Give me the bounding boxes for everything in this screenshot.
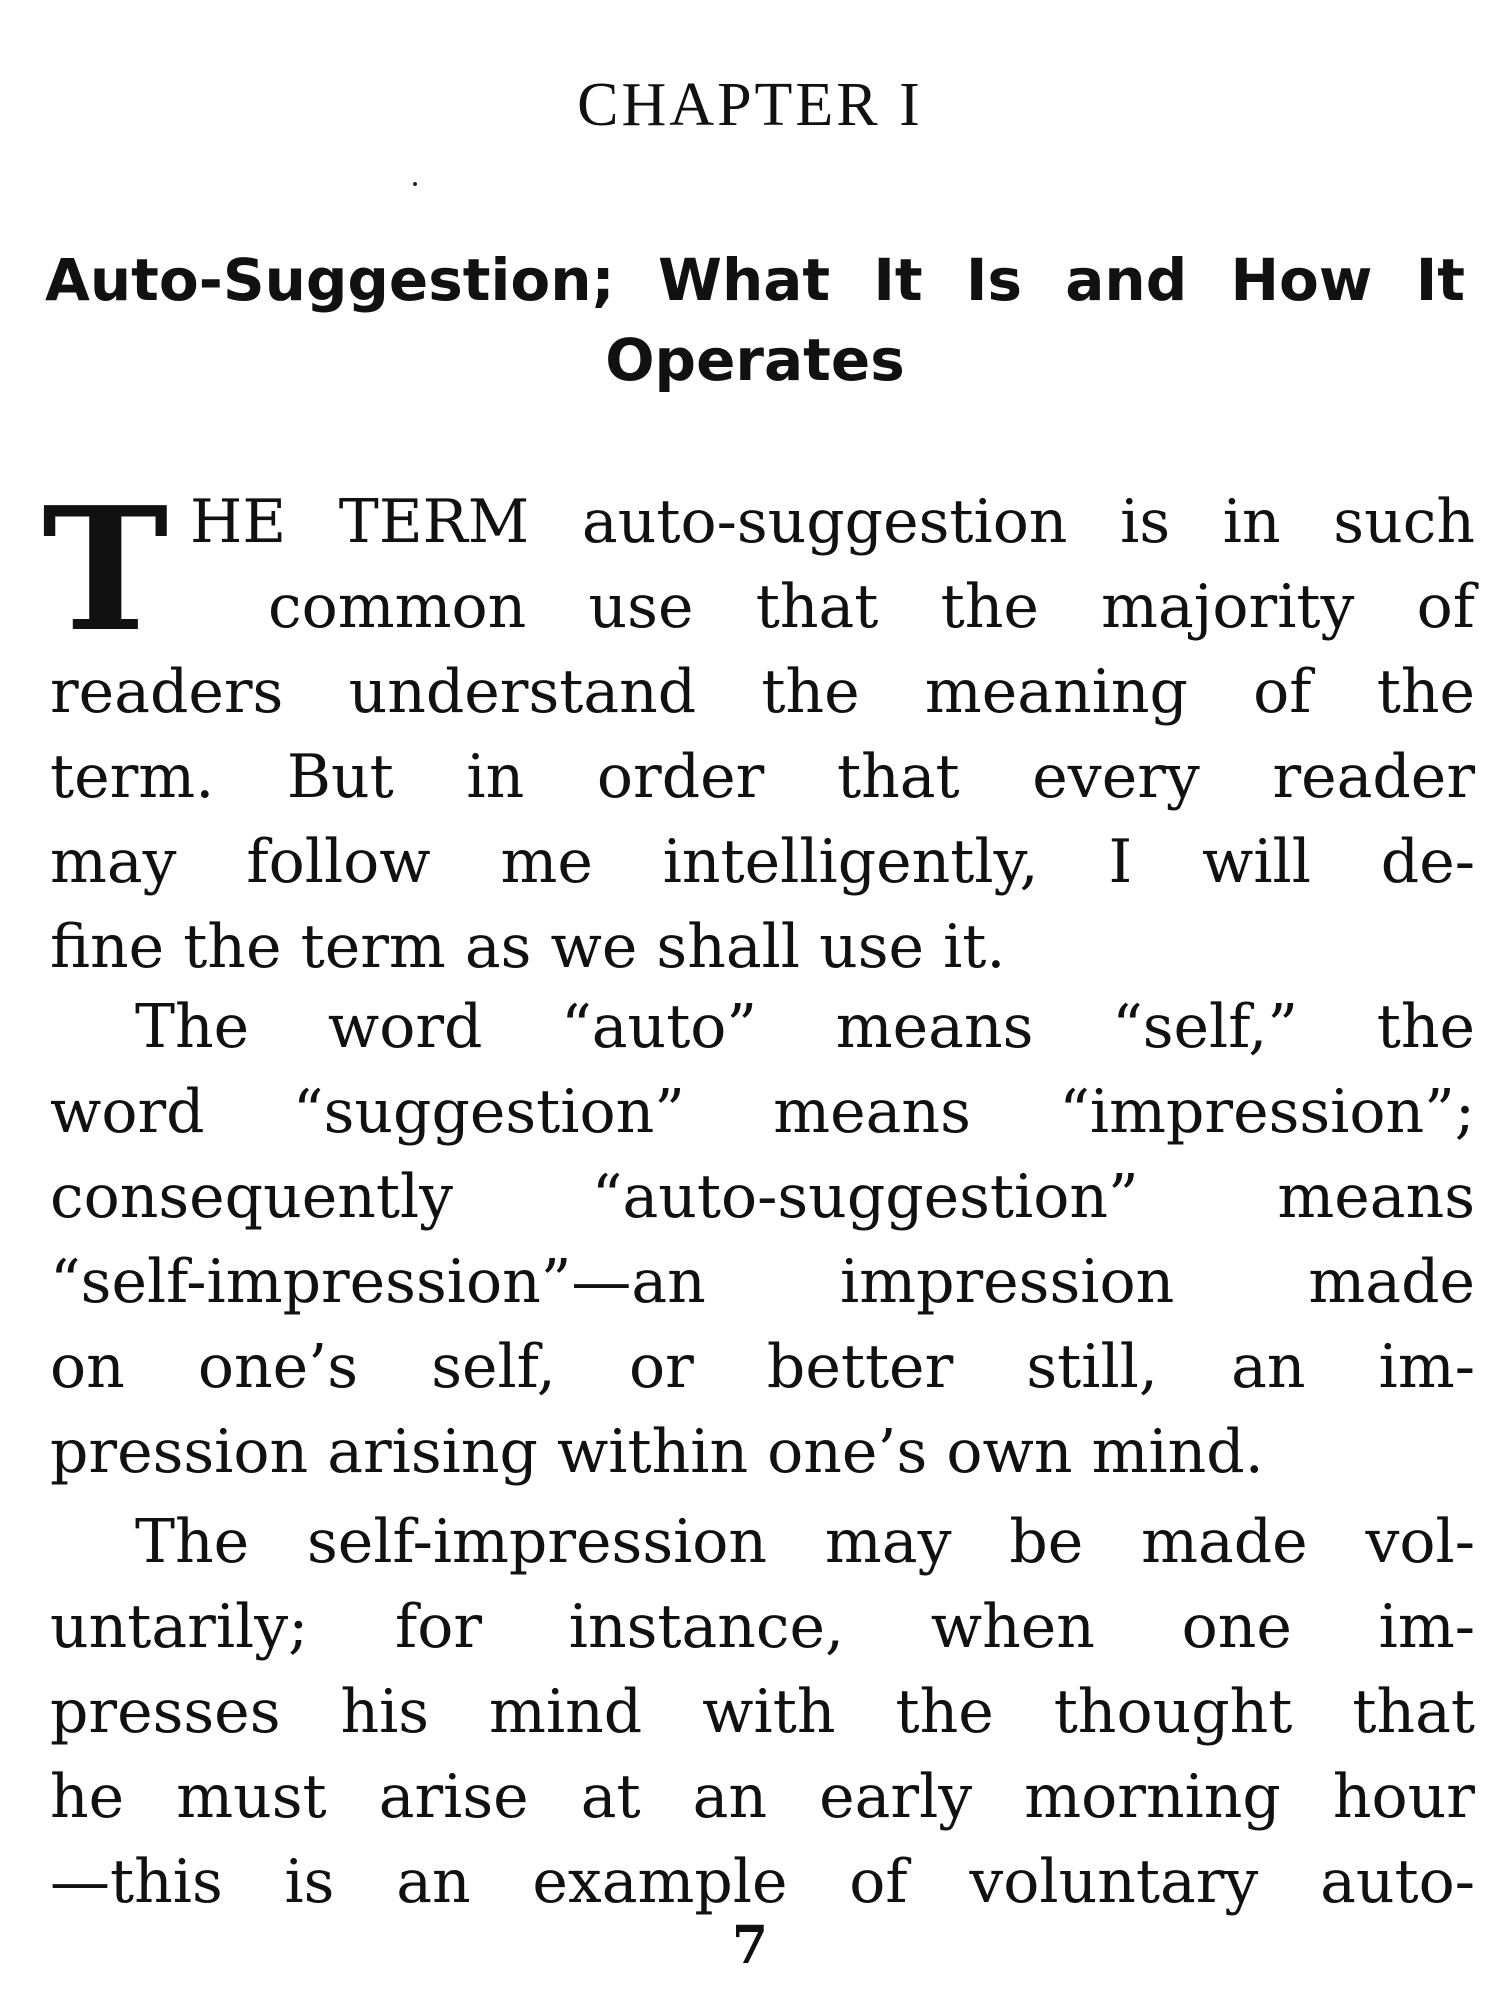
text-line: pression arising within one’s own mind. [50,1417,1264,1487]
text-line: untarily; for instance, when one im- [50,1592,1475,1662]
print-speck [413,182,417,186]
chapter-subtitle [45,240,1465,400]
text-line: The word “auto” means “self,” the [135,992,1475,1062]
text-line: readers understand the meaning of the [50,657,1475,727]
paragraph-1 [50,480,1475,990]
chapter-heading: CHAPTER I [577,71,923,139]
text-line: fine the term as we shall use it. [50,912,1006,982]
text-line: HE TERM auto-suggestion is in such [190,487,1475,557]
paragraph-3 [50,1500,1475,1925]
text-line: he must arise at an early morning hour [50,1762,1475,1832]
text-line: presses his mind with the thought that [50,1677,1475,1747]
text-line: consequently “auto-suggestion” means [50,1162,1475,1232]
text-line: may follow me intelligently, I will de- [50,827,1475,897]
text-line: —this is an example of voluntary auto- [50,1847,1475,1917]
paragraph-2 [50,985,1475,1495]
drop-cap: T [42,470,169,670]
subtitle-line-1: Auto-Suggestion; What It Is and How It [45,246,1465,314]
text-line: word “suggestion” means “impression”; [50,1077,1475,1147]
page-number: 7 [731,1915,769,1976]
subtitle-line-2: Operates [605,326,905,394]
text-line: on one’s self, or better still, an im- [50,1332,1475,1402]
text-line: The self-impression may be made vol- [135,1507,1475,1577]
text-line: “self-impression”—an impression made [50,1247,1475,1317]
text-line: term. But in order that every reader [50,742,1475,812]
text-line: common use that the majority of [268,572,1475,642]
